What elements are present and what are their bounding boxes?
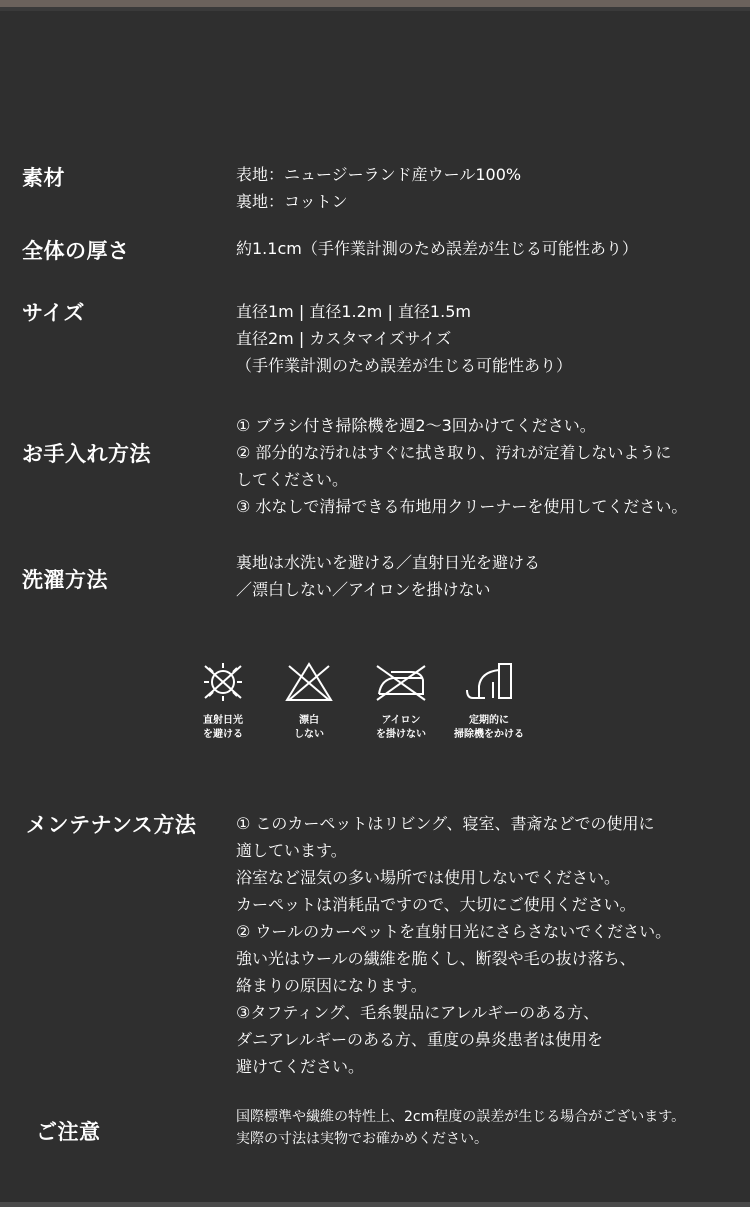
care-icon-item — [178, 660, 268, 742]
maintenance-line-4: カーペットは消耗品ですので、大切にご使用ください。 — [236, 895, 636, 914]
caption-line: 漂白 — [299, 715, 319, 726]
washing-line-1: 裏地は水洗いを避ける／直射日光を避ける — [236, 553, 541, 572]
value-maintenance — [236, 810, 671, 1080]
value-washing — [236, 549, 540, 603]
top-shadow-bar — [0, 7, 750, 11]
label-size: サイズ — [22, 301, 85, 325]
maintenance-line-1: ① このカーペットはリビング、寝室、書斎などでの使用に — [236, 814, 655, 833]
no-iron-icon — [356, 660, 446, 704]
caption-line: しない — [294, 729, 324, 740]
care-line-4: ③ 水なしで清掃できる布地用クリーナーを使用してください。 — [236, 497, 688, 516]
care-line-2: ② 部分的な汚れはすぐに拭き取り、汚れが定着しないように — [236, 443, 672, 462]
label-material: 素材 — [22, 166, 65, 190]
caption-line: アイロン — [381, 715, 421, 726]
notice-line-2: 実際の寸法は実物でお確かめください。 — [236, 1131, 488, 1147]
top-accent-bar — [0, 0, 750, 7]
icon-caption — [264, 714, 354, 742]
maintenance-line-7: 絡まりの原因になります。 — [236, 976, 427, 995]
care-line-1: ① ブラシ付き掃除機を週2～3回かけてください。 — [236, 416, 596, 435]
no-bleach-icon — [264, 660, 354, 704]
value-thickness — [236, 235, 638, 262]
maintenance-line-5: ② ウールのカーペットを直射日光にさらさないでください。 — [236, 922, 672, 941]
material-line-2: 裏地：コットン — [236, 192, 348, 211]
maintenance-line-9: ダニアレルギーのある方、重度の鼻炎患者は使用を — [236, 1030, 603, 1049]
maintenance-line-3: 浴室など湿気の多い場所では使用しないでください。 — [236, 868, 621, 887]
maintenance-line-10: 避けてください。 — [236, 1057, 365, 1076]
label-maintenance: メンテナンス方法 — [26, 813, 197, 837]
notice-line-1: 国際標準や繊維の特性上、2cm程度の誤差が生じる場合がございます。 — [236, 1109, 686, 1125]
size-line-2: 直径2m | カスタマイズサイズ — [236, 329, 452, 348]
label-washing: 洗濯方法 — [22, 568, 108, 592]
vacuum-icon — [444, 660, 534, 704]
care-line-3: してください。 — [236, 470, 349, 489]
value-size — [236, 298, 572, 379]
size-line-3: （手作業計測のため誤差が生じる可能性あり） — [236, 356, 573, 375]
label-thickness: 全体の厚さ — [22, 239, 130, 263]
label-care: お手入れ方法 — [22, 442, 151, 466]
care-icons-row — [196, 660, 546, 750]
caption-line: 直射日光 — [203, 715, 243, 726]
material-line-1: 表地：ニュージーランド産ウール100% — [236, 165, 522, 184]
icon-caption — [356, 714, 446, 742]
icon-caption — [444, 714, 534, 742]
value-material — [236, 161, 521, 215]
value-care — [236, 412, 687, 520]
care-icon-item — [356, 660, 446, 742]
care-icon-item — [444, 660, 534, 742]
washing-line-2: ／漂白しない／アイロンを掛けない — [236, 580, 491, 599]
size-line-1: 直径1m | 直径1.2m | 直径1.5m — [236, 302, 471, 321]
caption-line: 掃除機をかける — [454, 729, 524, 740]
label-notice: ご注意 — [36, 1120, 101, 1144]
value-notice — [236, 1106, 685, 1150]
caption-line: を避ける — [203, 729, 243, 740]
icon-caption — [178, 714, 268, 742]
caption-line: を掛けない — [376, 729, 426, 740]
maintenance-line-6: 強い光はウールの繊維を脆くし、断裂や毛の抜け落ち、 — [236, 949, 636, 968]
bottom-divider — [0, 1202, 750, 1207]
thickness-line-1: 約1.1cm（手作業計測のため誤差が生じる可能性あり） — [236, 239, 638, 258]
no-sun-icon — [178, 660, 268, 704]
maintenance-line-2: 適しています。 — [236, 841, 347, 860]
caption-line: 定期的に — [469, 715, 509, 726]
care-icon-item — [264, 660, 354, 742]
maintenance-line-8: ③タフティング、毛糸製品にアレルギーのある方、 — [236, 1003, 600, 1022]
